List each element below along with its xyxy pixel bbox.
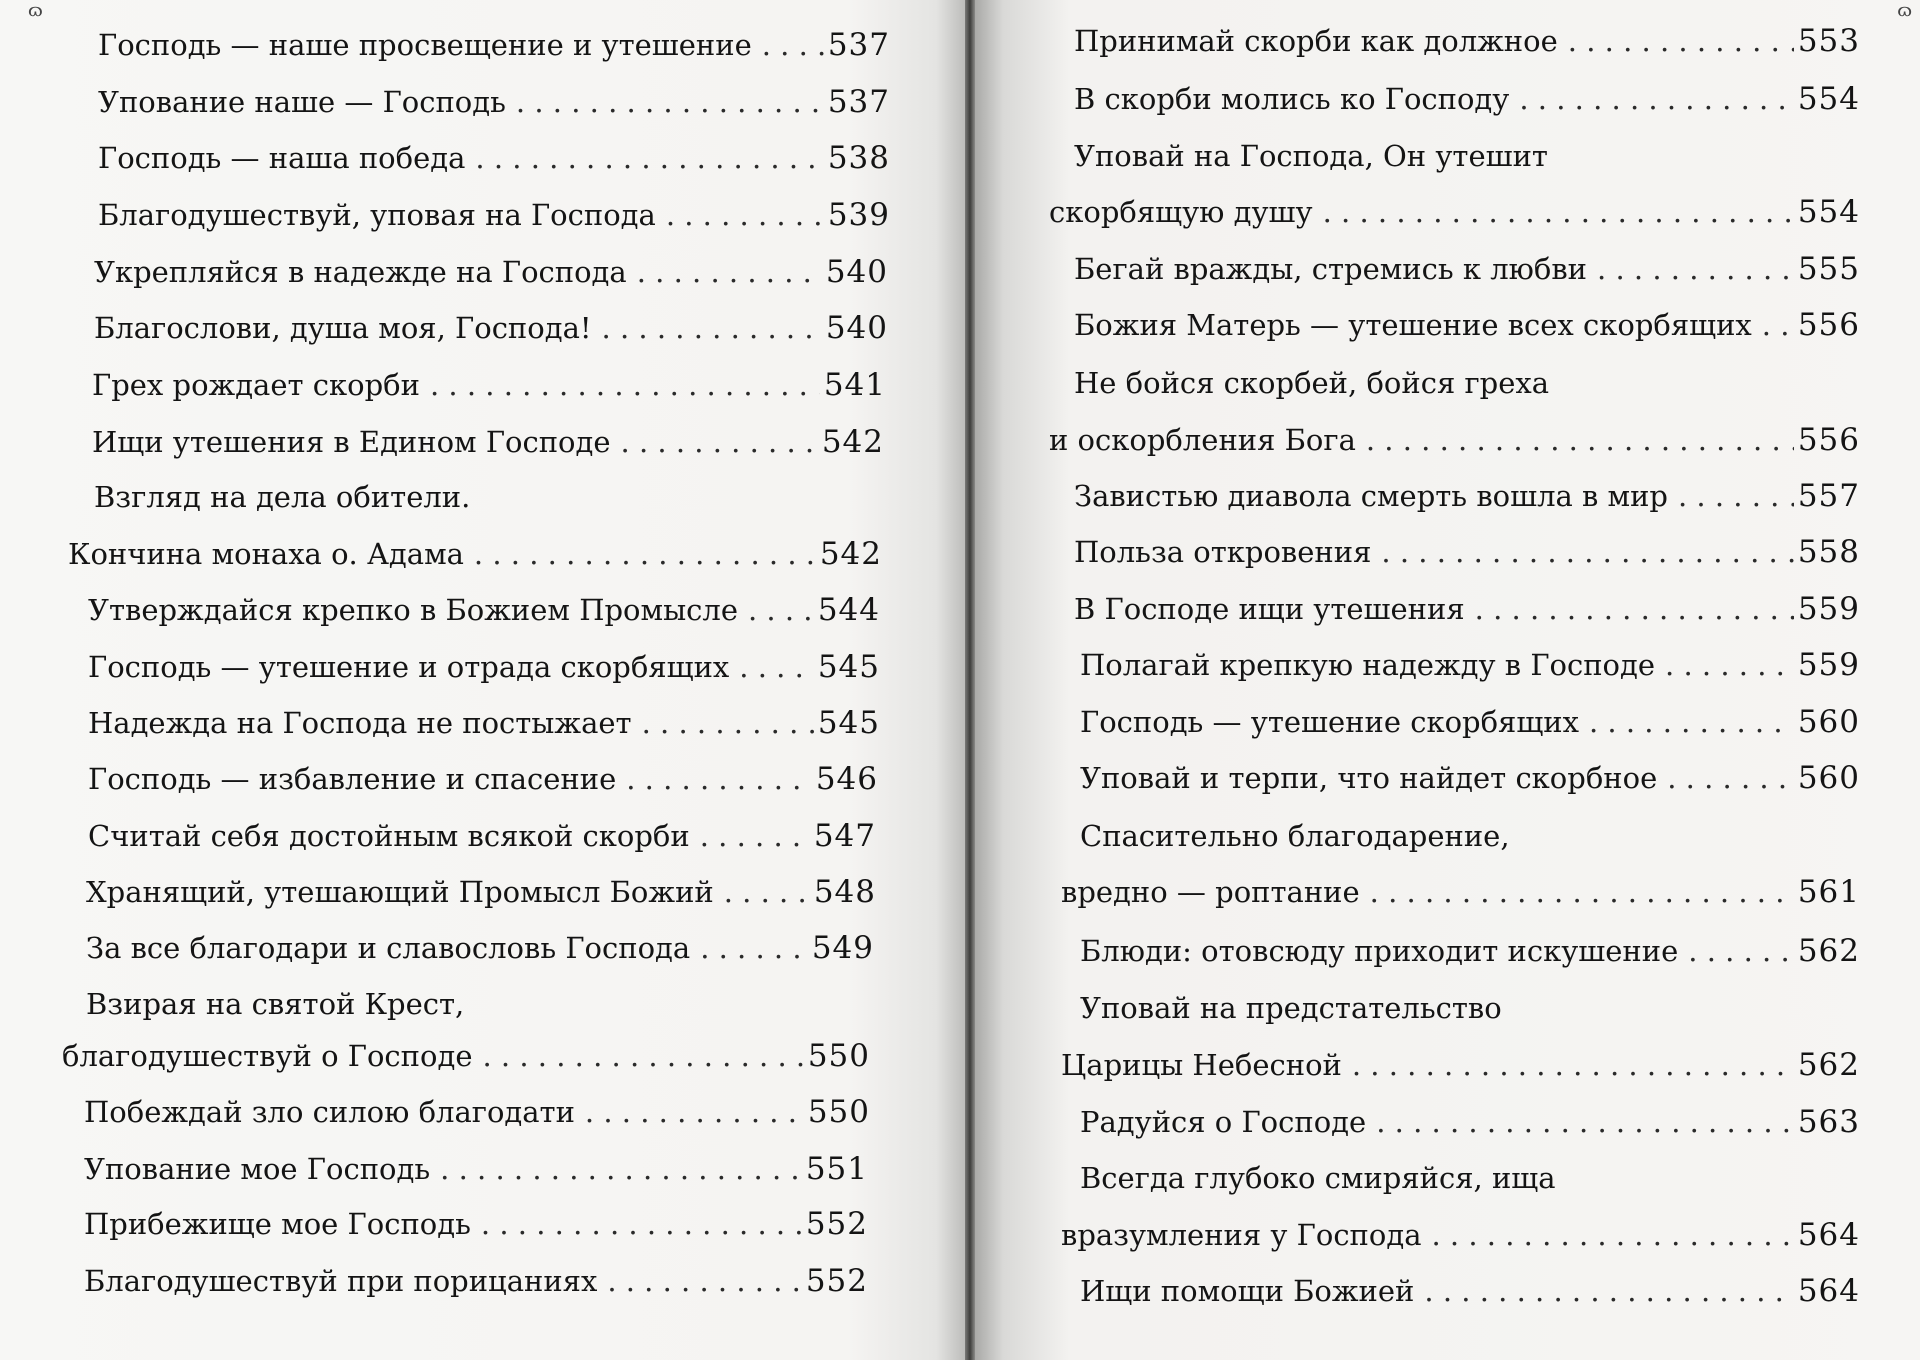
toc-entry-page-number: 549 bbox=[811, 930, 874, 966]
toc-entry-title: Укрепляйся в надежде на Господа bbox=[94, 255, 627, 289]
toc-entry-title: Господь — утешение и отрада скорбящих bbox=[88, 650, 730, 684]
toc-entry bbox=[1080, 1273, 1860, 1309]
toc-entry-page-number: 560 bbox=[1797, 704, 1860, 740]
toc-entry bbox=[1080, 933, 1860, 969]
toc-entry-page-number: 545 bbox=[817, 705, 880, 741]
dot-leader bbox=[475, 144, 823, 173]
toc-entry-title: Полагай крепкую надежду в Господе bbox=[1080, 648, 1656, 682]
dot-leader bbox=[1667, 764, 1794, 793]
dot-leader bbox=[607, 1267, 802, 1296]
toc-entry bbox=[88, 649, 880, 685]
toc-entry-title: Бегай вражды, стремись к любви bbox=[1074, 252, 1588, 286]
toc-entry bbox=[86, 987, 465, 1021]
right-toc bbox=[975, 0, 1920, 1360]
toc-entry-page-number: 562 bbox=[1797, 933, 1860, 969]
toc-entry bbox=[1074, 307, 1860, 343]
toc-entry bbox=[86, 930, 874, 966]
toc-entry-page-number: 550 bbox=[807, 1094, 870, 1130]
dot-leader bbox=[1475, 595, 1794, 624]
toc-entry-title: Хранящий, утешающий Промысл Божий bbox=[86, 875, 714, 909]
toc-entry-page-number: 559 bbox=[1797, 591, 1860, 627]
right-page bbox=[975, 0, 1920, 1360]
toc-entry bbox=[92, 424, 884, 460]
toc-entry bbox=[1074, 591, 1860, 627]
dot-leader bbox=[626, 765, 812, 794]
toc-entry bbox=[68, 536, 882, 572]
dot-leader bbox=[621, 428, 818, 457]
toc-entry-title: Благодушествуй при порицаниях bbox=[84, 1264, 598, 1298]
toc-entry-page-number: 544 bbox=[817, 592, 880, 628]
toc-entry-title: Кончина монаха о. Адама bbox=[68, 537, 464, 571]
toc-entry-title: Уповай на Господа, Он утешит bbox=[1074, 139, 1548, 173]
toc-entry bbox=[1080, 1104, 1860, 1140]
toc-entry-title: За все благодари и славословь Господа bbox=[86, 931, 691, 965]
toc-entry bbox=[1074, 251, 1860, 287]
dot-leader bbox=[1678, 482, 1794, 511]
toc-entry-page-number: 564 bbox=[1797, 1217, 1860, 1253]
toc-entry-title: Ищи помощи Божией bbox=[1080, 1274, 1415, 1308]
toc-entry-title: Всегда глубоко смиряйся, ища bbox=[1080, 1161, 1556, 1195]
toc-entry-title: Ищи утешения в Едином Господе bbox=[92, 425, 611, 459]
dot-leader bbox=[1665, 651, 1794, 680]
dot-leader bbox=[1568, 27, 1794, 56]
toc-entry-page-number: 547 bbox=[813, 818, 876, 854]
toc-entry-title: Принимай скорби как должное bbox=[1074, 24, 1558, 58]
dot-leader bbox=[1424, 1277, 1793, 1306]
dot-leader bbox=[516, 88, 824, 117]
toc-entry-title: Упование мое Господь bbox=[84, 1152, 431, 1186]
toc-entry bbox=[1049, 194, 1860, 230]
toc-entry-page-number: 541 bbox=[823, 367, 886, 403]
toc-entry bbox=[94, 310, 888, 346]
toc-entry-page-number: 542 bbox=[821, 424, 884, 460]
toc-entry-title: Не бойся скорбей, бойся греха bbox=[1074, 366, 1550, 400]
toc-entry-page-number: 555 bbox=[1797, 251, 1860, 287]
toc-entry bbox=[1074, 23, 1860, 59]
toc-entry bbox=[92, 367, 886, 403]
toc-entry-title: Побеждай зло силою благодати bbox=[84, 1095, 575, 1129]
toc-entry-title: вразумления у Господа bbox=[1061, 1218, 1422, 1252]
toc-entry-page-number: 540 bbox=[825, 254, 888, 290]
corner-mark-icon: ɷ bbox=[28, 0, 43, 21]
toc-entry bbox=[1080, 647, 1860, 683]
toc-entry bbox=[86, 874, 876, 910]
toc-entry-page-number: 561 bbox=[1797, 874, 1860, 910]
toc-entry-title: Завистью диавола смерть вошла в мир bbox=[1074, 479, 1668, 513]
toc-entry-title: Господь — утешение скорбящих bbox=[1080, 705, 1579, 739]
dot-leader bbox=[1432, 1221, 1794, 1250]
dot-leader bbox=[666, 201, 824, 230]
toc-entry bbox=[1080, 760, 1860, 796]
toc-entry bbox=[1061, 874, 1860, 910]
toc-entry-page-number: 562 bbox=[1797, 1047, 1860, 1083]
toc-entry-page-number: 552 bbox=[805, 1206, 868, 1242]
toc-entry-title: вредно — роптание bbox=[1061, 875, 1360, 909]
dot-leader bbox=[1376, 1108, 1794, 1137]
dot-leader bbox=[1519, 85, 1793, 114]
toc-entry bbox=[1049, 422, 1860, 458]
toc-entry-title: Считай себя достойным всякой скорби bbox=[88, 819, 690, 853]
toc-entry bbox=[1080, 704, 1860, 740]
toc-entry bbox=[98, 84, 890, 120]
toc-entry-title: благодушествуй о Господе bbox=[62, 1039, 473, 1073]
toc-entry-page-number: 553 bbox=[1797, 23, 1860, 59]
dot-leader bbox=[1323, 198, 1794, 227]
toc-entry-title: Господь — наше просвещение и утешение bbox=[98, 28, 752, 62]
toc-entry-page-number: 554 bbox=[1797, 81, 1860, 117]
toc-entry bbox=[1074, 139, 1548, 173]
dot-leader bbox=[1381, 538, 1793, 567]
dot-leader bbox=[1597, 255, 1794, 284]
toc-entry bbox=[84, 1263, 868, 1299]
toc-entry bbox=[98, 140, 890, 176]
toc-entry-page-number: 537 bbox=[827, 84, 890, 120]
toc-entry-title: Польза откровения bbox=[1074, 535, 1372, 569]
toc-entry-title: Господь — избавление и спасение bbox=[88, 762, 617, 796]
toc-entry-page-number: 538 bbox=[827, 140, 890, 176]
toc-entry-title: В Господе ищи утешения bbox=[1074, 592, 1465, 626]
dot-leader bbox=[637, 258, 822, 287]
corner-mark-icon: ɷ bbox=[1897, 0, 1912, 21]
dot-leader bbox=[642, 709, 814, 738]
dot-leader bbox=[1352, 1051, 1794, 1080]
book-gutter bbox=[965, 0, 975, 1360]
toc-entry-title: Спасительно благодарение, bbox=[1080, 819, 1510, 853]
toc-entry-title: Блюди: отовсюду приходит искушение bbox=[1080, 934, 1679, 968]
toc-entry-title: В скорби молись ко Господу bbox=[1074, 82, 1510, 116]
toc-entry bbox=[94, 254, 888, 290]
toc-entry bbox=[94, 480, 471, 514]
toc-entry bbox=[62, 1038, 870, 1074]
toc-entry-title: Утверждайся крепко в Божием Промысле bbox=[88, 593, 738, 627]
dot-leader bbox=[585, 1098, 804, 1127]
toc-entry-title: Божия Матерь — утешение всех скорбящих bbox=[1074, 308, 1752, 342]
dot-leader bbox=[1762, 311, 1794, 340]
dot-leader bbox=[724, 878, 810, 907]
toc-entry bbox=[1061, 1217, 1860, 1253]
dot-leader bbox=[1589, 708, 1794, 737]
toc-entry bbox=[98, 197, 890, 233]
toc-entry bbox=[88, 705, 880, 741]
toc-entry-title: Взирая на святой Крест, bbox=[86, 987, 465, 1021]
toc-entry-page-number: 546 bbox=[815, 761, 878, 797]
toc-entry bbox=[88, 592, 880, 628]
toc-entry-page-number: 548 bbox=[813, 874, 876, 910]
toc-entry-page-number: 539 bbox=[827, 197, 890, 233]
toc-entry bbox=[1061, 1047, 1860, 1083]
dot-leader bbox=[482, 1042, 803, 1071]
toc-entry-page-number: 560 bbox=[1797, 760, 1860, 796]
toc-entry-page-number: 564 bbox=[1797, 1273, 1860, 1309]
dot-leader bbox=[748, 596, 814, 625]
dot-leader bbox=[1688, 937, 1794, 966]
toc-entry-page-number: 537 bbox=[827, 27, 890, 63]
toc-entry bbox=[1074, 534, 1860, 570]
toc-entry-title: Грех рождает скорби bbox=[92, 368, 420, 402]
toc-entry-title: Благослови, душа моя, Господа! bbox=[94, 311, 592, 345]
toc-entry-page-number: 559 bbox=[1797, 647, 1860, 683]
toc-entry bbox=[88, 761, 878, 797]
dot-leader bbox=[440, 1155, 802, 1184]
toc-entry-page-number: 552 bbox=[805, 1263, 868, 1299]
toc-entry bbox=[84, 1206, 868, 1242]
toc-entry-page-number: 557 bbox=[1797, 478, 1860, 514]
toc-entry bbox=[1074, 81, 1860, 117]
dot-leader bbox=[474, 540, 816, 569]
toc-entry-title: Царицы Небесной bbox=[1061, 1048, 1342, 1082]
toc-entry-page-number: 556 bbox=[1797, 307, 1860, 343]
toc-entry bbox=[84, 1094, 870, 1130]
toc-entry bbox=[1074, 366, 1550, 400]
dot-leader bbox=[700, 934, 808, 963]
toc-entry-title: и оскорбления Бога bbox=[1049, 423, 1356, 457]
toc-entry bbox=[1074, 478, 1860, 514]
toc-entry-title: Надежда на Господа не постыжает bbox=[88, 706, 632, 740]
toc-entry-page-number: 556 bbox=[1797, 422, 1860, 458]
dot-leader bbox=[1370, 878, 1794, 907]
toc-entry-title: Взгляд на дела обители. bbox=[94, 480, 471, 514]
toc-entry bbox=[88, 818, 876, 854]
toc-entry-title: Уповай и терпи, что найдет скорбное bbox=[1080, 761, 1658, 795]
toc-entry-page-number: 551 bbox=[805, 1151, 868, 1187]
toc-entry-page-number: 558 bbox=[1797, 534, 1860, 570]
toc-entry-page-number: 542 bbox=[819, 536, 882, 572]
dot-leader bbox=[700, 822, 810, 851]
toc-entry bbox=[98, 27, 890, 63]
dot-leader bbox=[1366, 426, 1794, 455]
toc-entry-title: Уповай на предстательство bbox=[1080, 991, 1502, 1025]
toc-entry bbox=[84, 1151, 868, 1187]
dot-leader bbox=[602, 314, 822, 343]
dot-leader bbox=[481, 1210, 802, 1239]
dot-leader bbox=[739, 653, 814, 682]
toc-entry bbox=[1080, 1161, 1556, 1195]
toc-entry-page-number: 554 bbox=[1797, 194, 1860, 230]
toc-entry-page-number: 550 bbox=[807, 1038, 870, 1074]
toc-entry bbox=[1080, 991, 1502, 1025]
dot-leader bbox=[430, 371, 820, 400]
toc-entry-title: скорбящую душу bbox=[1049, 195, 1313, 229]
toc-entry-title: Благодушествуй, уповая на Господа bbox=[98, 198, 656, 232]
toc-entry-title: Радуйся о Господе bbox=[1080, 1105, 1367, 1139]
toc-entry-title: Господь — наша победа bbox=[98, 141, 466, 175]
toc-entry-page-number: 545 bbox=[817, 649, 880, 685]
dot-leader bbox=[762, 31, 824, 60]
toc-entry-title: Прибежище мое Господь bbox=[84, 1207, 471, 1241]
toc-entry-page-number: 540 bbox=[825, 310, 888, 346]
toc-entry-page-number: 563 bbox=[1797, 1104, 1860, 1140]
toc-entry-title: Упование наше — Господь bbox=[98, 85, 506, 119]
toc-entry bbox=[1080, 819, 1510, 853]
